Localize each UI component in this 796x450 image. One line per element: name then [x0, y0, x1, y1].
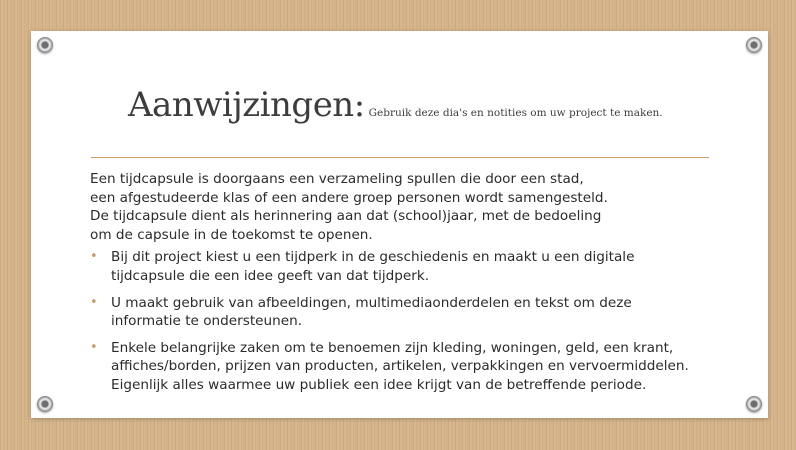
grommet-icon [746, 37, 762, 53]
slide-body [90, 170, 710, 403]
bullet-line: tijdcapsule die een idee geeft van dat tijdperk. [111, 267, 430, 284]
bullet-icon: • [90, 339, 98, 355]
intro-line: Een tijdcapsule is doorgaans een verzameling spullen die door een stad, [90, 171, 584, 187]
bullet-item [90, 339, 710, 395]
title-divider [91, 157, 709, 158]
bullet-item [90, 294, 710, 331]
bullet-icon: • [90, 249, 98, 265]
bullet-list [90, 248, 710, 394]
grommet-icon [37, 37, 53, 53]
slide-subtitle: Gebruik deze dia's en notities om uw project te maken. [368, 107, 663, 119]
grommet-icon [746, 396, 762, 412]
bullet-line: Enkele belangrijke zaken om te benoemen zijn kleding, woningen, geld, een krant, [111, 339, 674, 356]
bullet-icon: • [90, 294, 98, 310]
bullet-line: Eigenlijk alles waarmee uw publiek een idee krijgt van de betreffende periode. [111, 376, 647, 393]
bullet-line: U maakt gebruik van afbeeldingen, multimediaonderdelen en tekst om deze [111, 294, 632, 311]
slide-title-row [128, 85, 663, 125]
intro-line: om de capsule in de toekomst te openen. [90, 226, 373, 243]
intro-line: een afgestudeerde klas of een andere groep personen wordt samengesteld. [90, 189, 608, 206]
bullet-line: informatie te ondersteunen. [111, 313, 303, 330]
slide-board [31, 31, 768, 418]
slide-title: Aanwijzingen: [128, 85, 365, 125]
bullet-item [90, 248, 710, 285]
grommet-icon [37, 396, 53, 412]
bullet-line: affiches/borden, prijzen van producten, artikelen, verpakkingen en vervoermiddelen. [111, 358, 689, 375]
intro-paragraph [90, 170, 710, 244]
intro-line: De tijdcapsule dient als herinnering aan dat (school)jaar, met de bedoeling [90, 208, 602, 225]
bullet-line: Bij dit project kiest u een tijdperk in de geschiedenis en maakt u een digitale [111, 249, 635, 266]
